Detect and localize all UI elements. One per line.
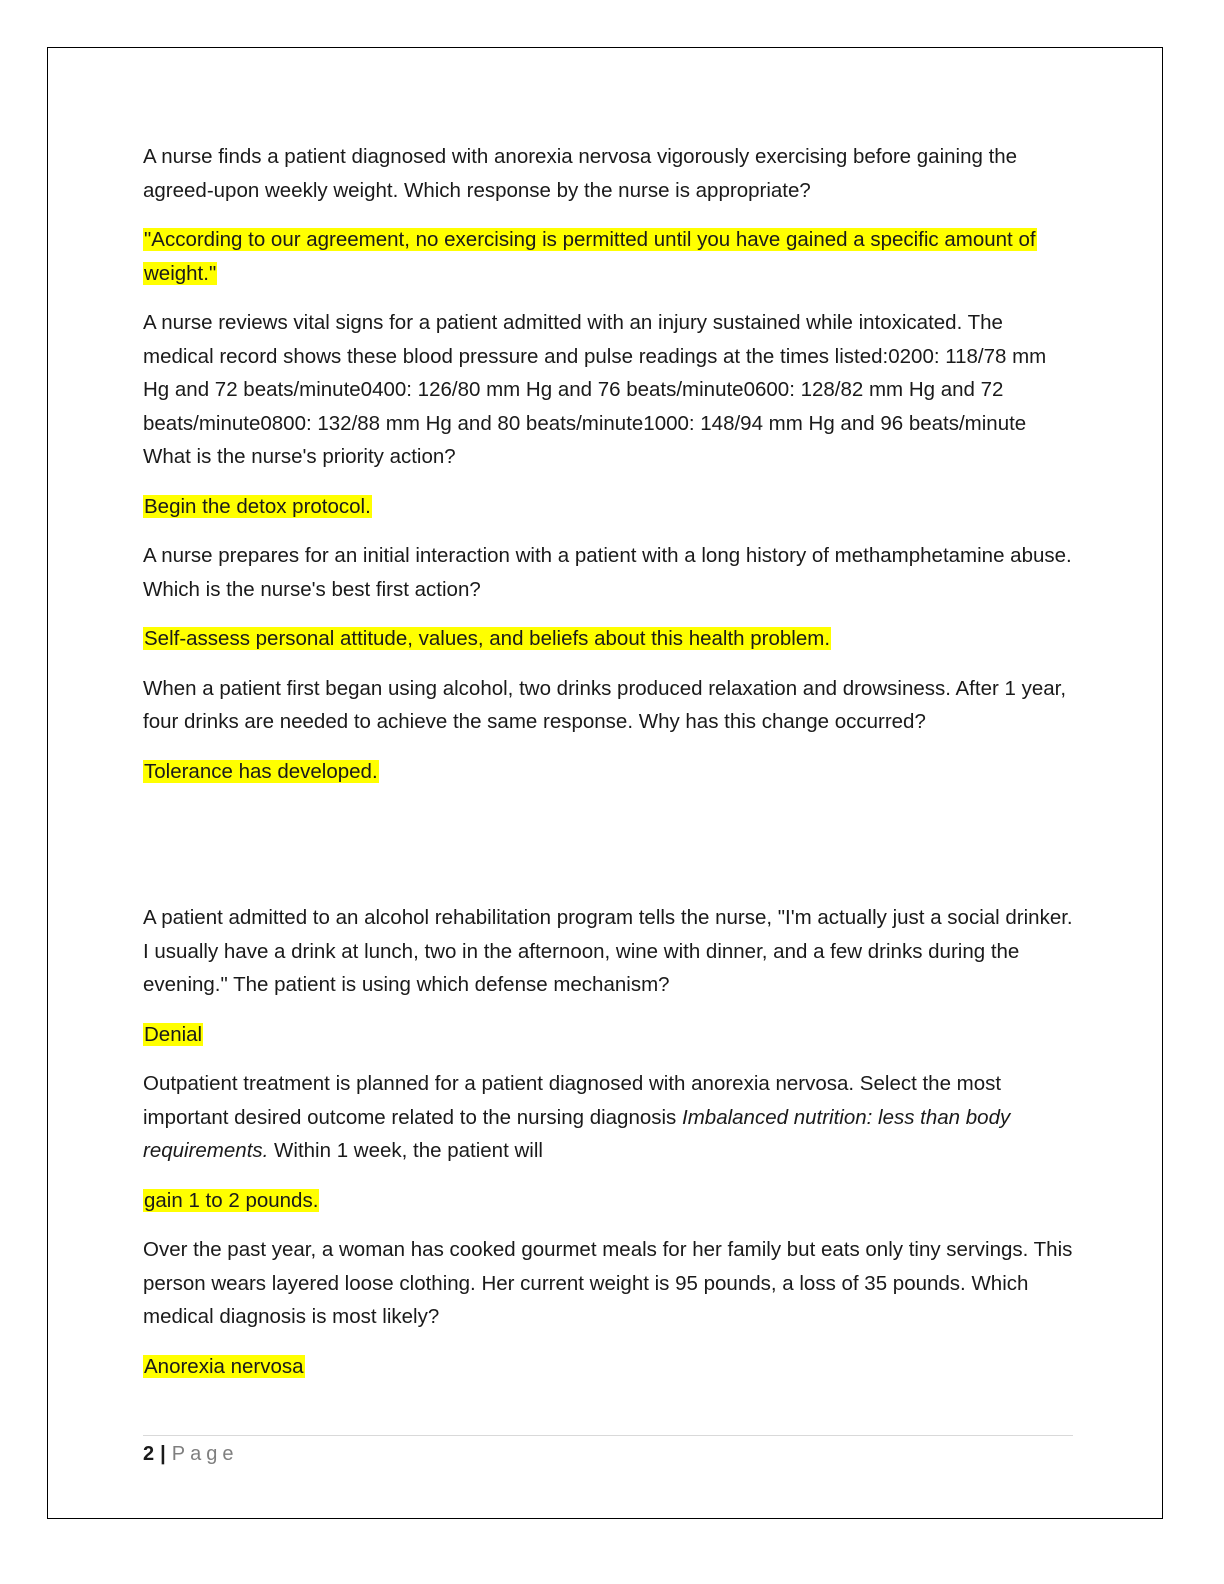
question-2: A nurse reviews vital signs for a patient admitted with an injury sustained while intoxicated. The medical record shows these blood pressure and pulse readings at the times listed:0200: 118/78 mm Hg and 72 beats/minute0400: 126/80 mm Hg and 76 beats/minute0600: 128/82 mm Hg and 72 beats/minute0800: 132/88 mm Hg and 80 beats/minute1000: 148/94 mm Hg and 96 beats/minute What is the nurse's priority action?: [143, 311, 1047, 468]
question-4: When a patient first began using alcohol, two drinks produced relaxation and drowsiness. After 1 year, four drinks are needed to achieve the same response. Why has this change occurred?: [143, 676, 1067, 733]
answer-5: Denial: [144, 1022, 203, 1046]
page-footer: [143, 1440, 238, 1468]
answer-2: Begin the detox protocol.: [144, 494, 371, 518]
question-6: [143, 1067, 1073, 1168]
answer-4-paragraph: [143, 755, 1073, 789]
page-number: 2: [143, 1443, 155, 1465]
answer-6-paragraph: [143, 1184, 1073, 1218]
answer-2-paragraph: [143, 490, 1073, 524]
answer-1: "According to our agreement, no exercising is permitted until you have gained a specific amount of weight.": [144, 228, 1036, 285]
footer-rule: [143, 1435, 1073, 1436]
question-6-part2: Within 1 week, the patient will: [268, 1139, 543, 1162]
answer-3-paragraph: [143, 622, 1073, 656]
question-1: A nurse finds a patient diagnosed with anorexia nervosa vigorously exercising before gaining the agreed-upon weekly weight. Which response by the nurse is appropriate?: [143, 145, 1018, 202]
document-body: [143, 140, 1073, 1399]
answer-7: Anorexia nervosa: [144, 1354, 304, 1378]
page-label: Page: [171, 1443, 239, 1465]
question-6-part1: Outpatient treatment is planned for a patient diagnosed with anorexia nervosa. Select the most important desired outcome related to the nursing diagnosis: [143, 1072, 1002, 1129]
blank-space: [143, 804, 1073, 901]
footer-separator: |: [160, 1443, 166, 1465]
question-5: A patient admitted to an alcohol rehabilitation program tells the nurse, "I'm actually just a social drinker. I usually have a drink at lunch, two in the afternoon, wine with dinner, and a few drinks during the evening." The patient is using which defense mechanism?: [143, 906, 1073, 996]
answer-4: Tolerance has developed.: [144, 759, 378, 783]
question-7: Over the past year, a woman has cooked gourmet meals for her family but eats only tiny servings. This person wears layered loose clothing. Her current weight is 95 pounds, a loss of 35 pounds. Which medical diagnosis is most likely?: [143, 1238, 1073, 1328]
question-3: A nurse prepares for an initial interaction with a patient with a long history of methamphetamine abuse. Which is the nurse's best first action?: [143, 544, 1072, 601]
answer-7-paragraph: [143, 1350, 1073, 1384]
answer-1-paragraph: [143, 223, 1073, 290]
question-6-nursing-diagnosis: Imbalanced nutrition: less than body requirements.: [143, 1105, 1011, 1162]
answer-6: gain 1 to 2 pounds.: [144, 1188, 319, 1212]
answer-3: Self-assess personal attitude, values, and beliefs about this health problem.: [144, 627, 831, 650]
answer-5-paragraph: [143, 1018, 1073, 1052]
